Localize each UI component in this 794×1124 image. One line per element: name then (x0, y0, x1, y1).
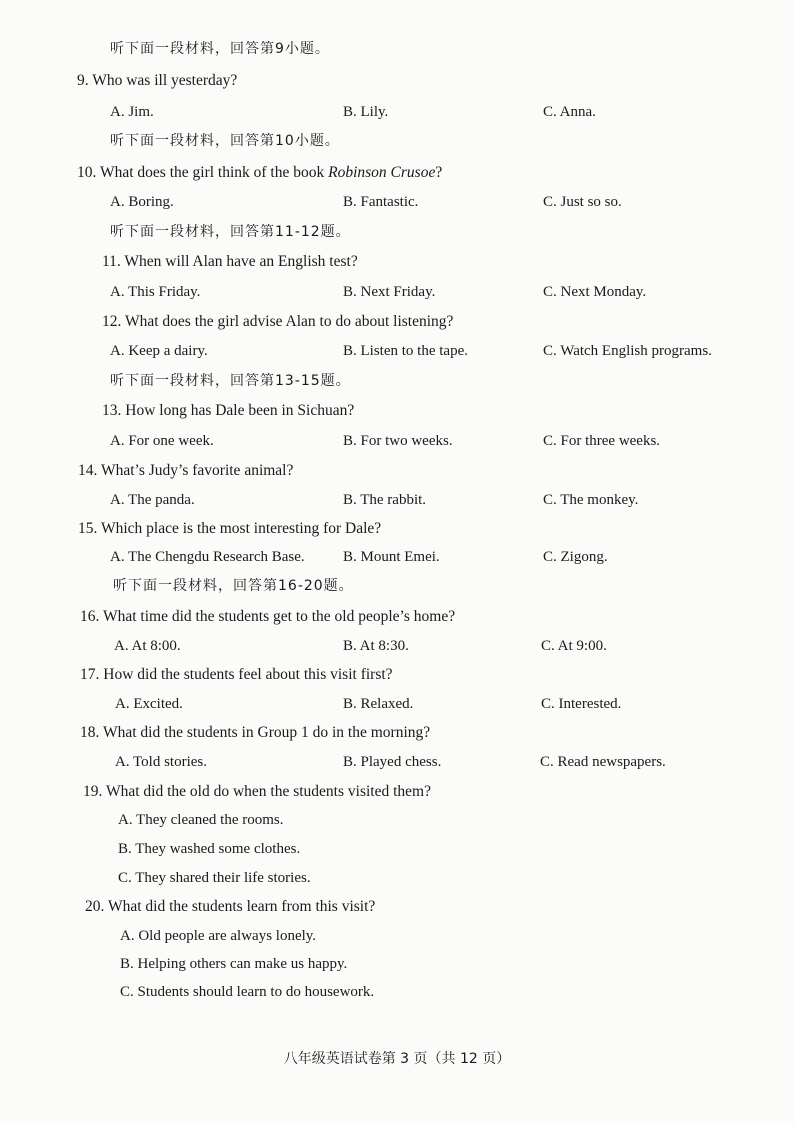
answer-option: A. Excited. (115, 696, 183, 712)
section-instruction: 听下面一段材料，回答第13-15题。 (110, 373, 351, 389)
answer-option: C. For three weeks. (543, 433, 661, 449)
question-text: 9. Who was ill yesterday? (77, 72, 238, 89)
answer-option: C. They shared their life stories. (118, 870, 311, 886)
answer-option: C. Next Monday. (543, 284, 647, 300)
section-instruction: 听下面一段材料，回答第11-12题。 (110, 224, 351, 240)
answer-option: B. Relaxed. (343, 696, 414, 712)
question-text: 10. What does the girl think of the book Robinson Crusoe? (77, 164, 443, 181)
answer-option: C. Just so so. (543, 194, 622, 210)
question-text: 15. Which place is the most interesting for Dale? (78, 520, 382, 537)
answer-option: B. Helping others can make us happy. (120, 956, 348, 972)
answer-option: C. Anna. (543, 104, 596, 120)
section-instruction: 听下面一段材料，回答第9小题。 (110, 41, 330, 57)
question-text: 18. What did the students in Group 1 do in the morning? (80, 724, 431, 741)
answer-option: B. Mount Emei. (343, 549, 440, 565)
answer-option: B. The rabbit. (343, 492, 427, 508)
section-instruction: 听下面一段材料，回答第16-20题。 (113, 578, 354, 594)
answer-option: B. For two weeks. (343, 433, 453, 449)
question-text: 12. What does the girl advise Alan to do about listening? (102, 313, 454, 330)
answer-option: A. This Friday. (110, 284, 201, 300)
question-text: 20. What did the students learn from this visit? (85, 898, 376, 915)
question-text: 16. What time did the students get to the old people’s home? (80, 608, 456, 625)
answer-option: A. Old people are always lonely. (120, 928, 317, 944)
answer-option: C. Watch English programs. (543, 343, 712, 359)
answer-option: B. At 8:30. (343, 638, 409, 654)
answer-option: A. Told stories. (115, 754, 208, 770)
answer-option: A. Jim. (110, 104, 154, 120)
answer-option: C. The monkey. (543, 492, 639, 508)
answer-option: A. For one week. (110, 433, 214, 449)
question-text: 11. When will Alan have an English test? (102, 253, 358, 270)
answer-option: B. Lily. (343, 104, 389, 120)
section-instruction: 听下面一段材料，回答第10小题。 (110, 133, 340, 149)
answer-option: B. Listen to the tape. (343, 343, 468, 359)
answer-option: B. Next Friday. (343, 284, 436, 300)
answer-option: B. Played chess. (343, 754, 442, 770)
answer-option: A. Boring. (110, 194, 174, 210)
question-text: 17. How did the students feel about this visit first? (80, 666, 393, 683)
answer-option: A. The panda. (110, 492, 195, 508)
answer-option: A. The Chengdu Research Base. (110, 549, 305, 565)
page-footer: 八年级英语试卷第 3 页（共 12 页） (283, 1051, 511, 1067)
answer-option: C. Students should learn to do housework. (120, 984, 375, 1000)
answer-option: C. Read newspapers. (540, 754, 666, 770)
answer-option: B. Fantastic. (343, 194, 419, 210)
answer-option: A. At 8:00. (114, 638, 181, 654)
question-text: 13. How long has Dale been in Sichuan? (102, 402, 355, 419)
answer-option: C. Zigong. (543, 549, 608, 565)
answer-option: B. They washed some clothes. (118, 841, 301, 857)
answer-option: C. At 9:00. (541, 638, 607, 654)
question-text: 14. What’s Judy’s favorite animal? (78, 462, 294, 479)
question-text: 19. What did the old do when the students visited them? (83, 783, 431, 800)
answer-option: A. They cleaned the rooms. (118, 812, 284, 828)
answer-option: A. Keep a dairy. (110, 343, 208, 359)
answer-option: C. Interested. (541, 696, 622, 712)
